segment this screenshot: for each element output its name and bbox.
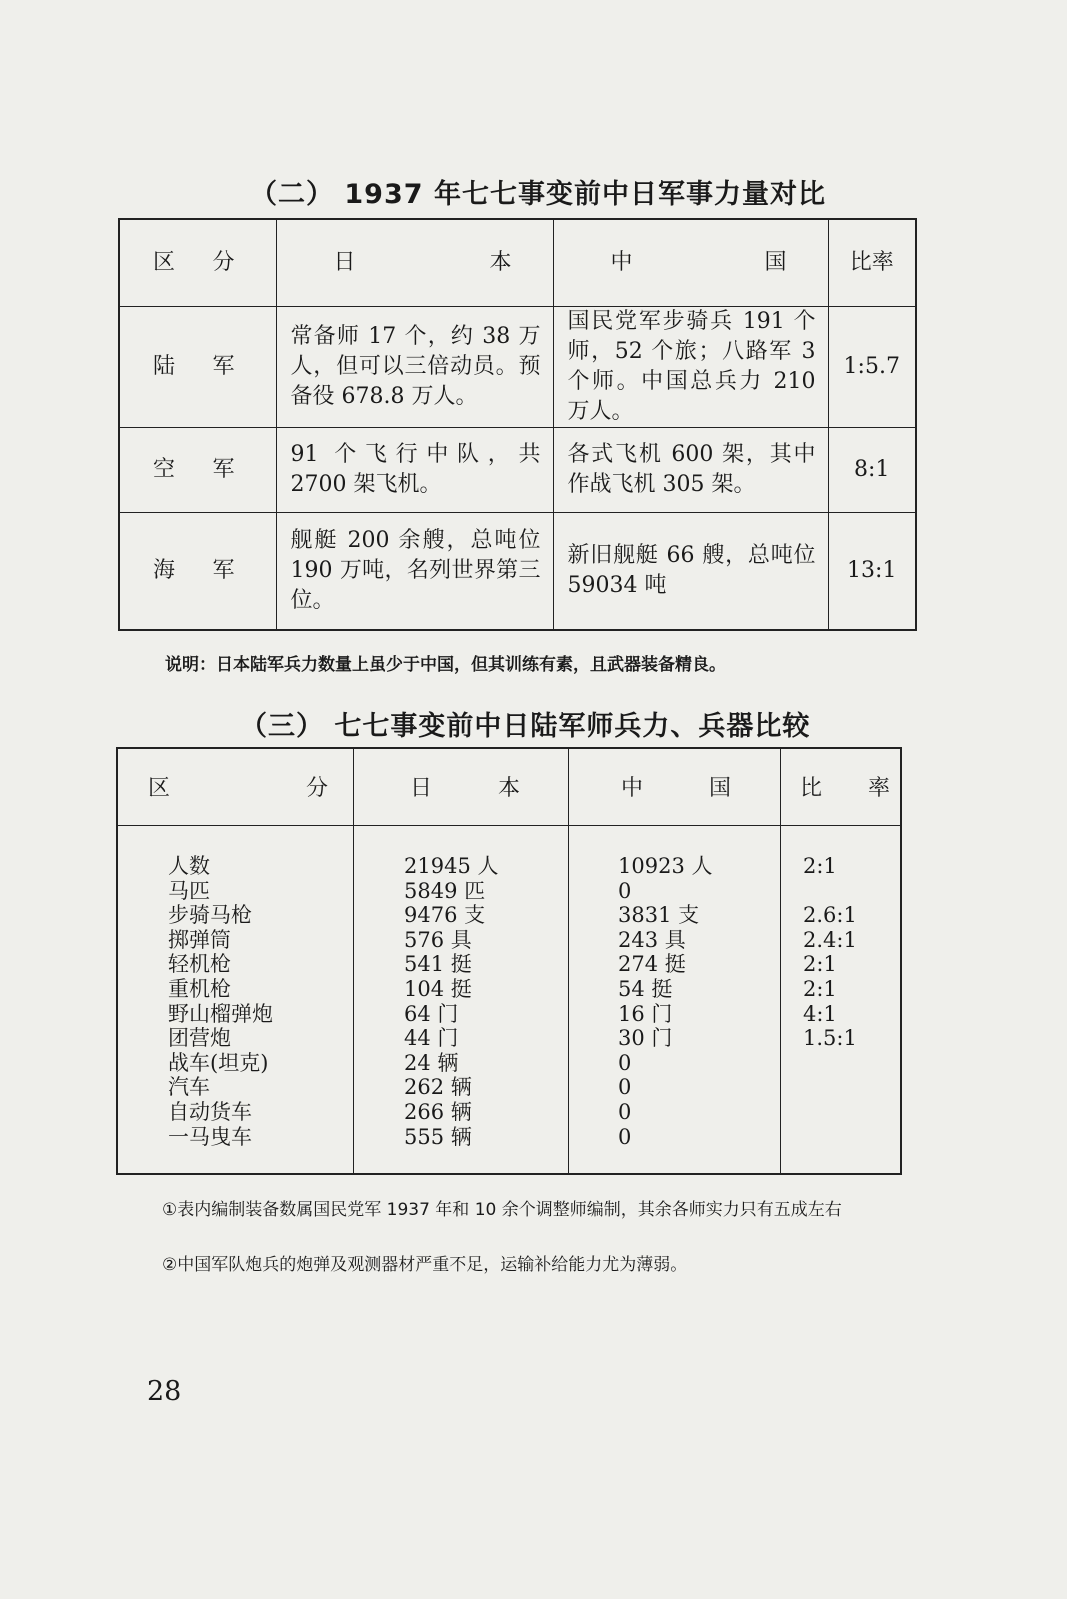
japan-column: [404, 854, 498, 1149]
row-category: 陆 军: [119, 307, 276, 428]
table-row: [119, 307, 916, 428]
military-strength-table: [118, 218, 917, 631]
list-item: 团营炮: [168, 1026, 231, 1051]
china-airforce-cell: 各式飞机 600 架，其中作战飞机 305 架。: [553, 428, 828, 513]
list-item: 野山榴弹炮: [168, 1001, 273, 1026]
china-army-cell: 国民党军步骑兵 191 个师，52 个旅；八路军 3 个师。中国总兵力 210 万人。: [553, 307, 828, 428]
header-japan: 日 本: [276, 219, 553, 307]
list-item: 2:1: [803, 952, 837, 977]
list-item: 3831 支: [618, 903, 700, 928]
list-item: 10923 人: [618, 854, 713, 878]
list-item: [803, 1125, 857, 1150]
list-item: 人数: [168, 854, 210, 878]
table-row: [119, 513, 916, 630]
header-category: 区 分: [148, 776, 328, 801]
list-item: 2.6:1: [803, 903, 857, 928]
list-item: 54 挺: [618, 976, 673, 1001]
list-item: 30 门: [618, 1026, 673, 1051]
list-item: 9476 支: [404, 903, 486, 928]
list-item: 1.5:1: [803, 1026, 857, 1051]
list-item: 2.4:1: [803, 927, 857, 952]
list-item: 16 门: [618, 1001, 673, 1026]
list-item: [803, 1075, 857, 1100]
list-item: 243 具: [618, 927, 686, 952]
item-column: [168, 854, 273, 1149]
list-item: 541 挺: [404, 952, 472, 977]
list-item: 64 门: [404, 1001, 459, 1026]
list-item: [803, 1051, 857, 1076]
list-item: 一马曳车: [168, 1124, 252, 1149]
list-item: 掷弹筒: [168, 927, 231, 952]
airforce-ratio-cell: 8:1: [828, 428, 916, 513]
list-item: 5849 匹: [404, 878, 486, 903]
table-header-row: [119, 219, 916, 307]
list-item: [803, 1100, 857, 1125]
list-item: 0: [618, 1124, 632, 1149]
ratio-column: [803, 854, 857, 1149]
list-item: 0: [618, 1075, 632, 1100]
header-china: 中 国: [621, 776, 731, 801]
list-item: 104 挺: [404, 976, 472, 1001]
china-navy-cell: 新旧舰艇 66 艘，总吨位 59034 吨: [553, 513, 828, 630]
table2-note-1: ①表内编制装备数属国民党军 1937 年和 10 余个调整师编制，其余各师实力只有五成左右: [162, 1200, 842, 1220]
list-item: 0: [618, 1050, 632, 1075]
list-item: 21945 人: [404, 854, 499, 878]
list-item: 4:1: [803, 1001, 837, 1026]
list-item: 262 辆: [404, 1075, 472, 1100]
header-ratio: 比率: [828, 219, 916, 307]
header-japan: 日 本: [410, 776, 520, 801]
table-row: [119, 428, 916, 513]
china-column: [618, 854, 712, 1149]
row-category: 海 军: [119, 513, 276, 630]
japan-airforce-cell: 91 个飞行中队，共 2700 架飞机。: [276, 428, 553, 513]
list-item: 马匹: [168, 878, 210, 903]
row-category: 空 军: [119, 428, 276, 513]
list-item: 0: [618, 1099, 632, 1124]
list-item: 自动货车: [168, 1099, 252, 1124]
list-item: 24 辆: [404, 1050, 459, 1075]
list-item: 2:1: [803, 854, 837, 878]
table1-title: （二） 1937 年七七事变前中日军事力量对比: [250, 179, 826, 210]
army-ratio-cell: 1:5.7: [828, 307, 916, 428]
header-china: 中 国: [553, 219, 828, 307]
header-category: 区 分: [119, 219, 276, 307]
division-comparison-table: [116, 747, 902, 1175]
navy-ratio-cell: 13:1: [828, 513, 916, 630]
list-item: 0: [618, 878, 632, 903]
list-item: 轻机枪: [168, 952, 231, 977]
table2-title: （三） 七七事变前中日陆军师兵力、兵器比较: [240, 711, 811, 742]
list-item: 576 具: [404, 927, 472, 952]
page-number: 28: [147, 1376, 182, 1407]
list-item: 555 辆: [404, 1124, 472, 1149]
list-item: 汽车: [168, 1075, 210, 1100]
list-item: 2:1: [803, 976, 837, 1001]
list-item: 步骑马枪: [168, 903, 252, 928]
list-item: 274 挺: [618, 952, 686, 977]
list-item: 战车(坦克): [168, 1050, 269, 1075]
header-ratio: 比 率: [800, 776, 890, 801]
table2-note-2: ②中国军队炮兵的炮弹及观测器材严重不足，运输补给能力尤为薄弱。: [162, 1255, 688, 1275]
list-item: 266 辆: [404, 1099, 472, 1124]
japan-army-cell: 常备师 17 个，约 38 万人，但可以三倍动员。预备役 678.8 万人。: [276, 307, 553, 428]
table1-note: 说明：日本陆军兵力数量上虽少于中国，但其训练有素，且武器装备精良。: [165, 655, 726, 675]
list-item: 重机枪: [168, 976, 231, 1001]
list-item: [803, 879, 857, 904]
list-item: 44 门: [404, 1026, 459, 1051]
japan-navy-cell: 舰艇 200 余艘，总吨位 190 万吨，名列世界第三位。: [276, 513, 553, 630]
